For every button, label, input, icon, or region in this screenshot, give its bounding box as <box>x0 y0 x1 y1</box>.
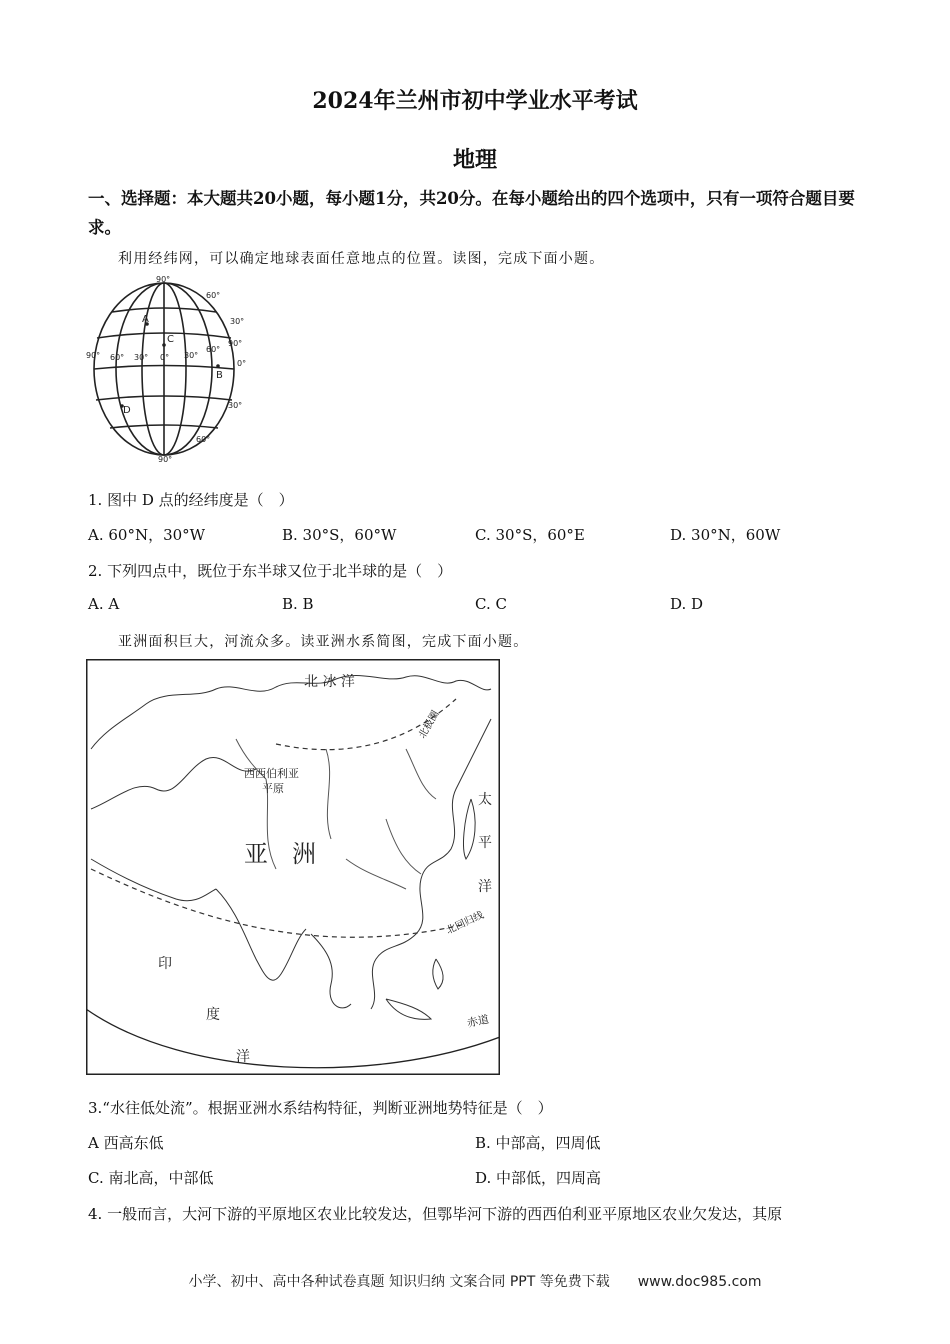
question-3-stem: 3.“水往低处流”。根据亚洲水系结构特征，判断亚洲地势特征是（ ） <box>88 1099 553 1117</box>
arctic-ocean-label: 北 冰 洋 <box>304 674 355 690</box>
pacific-label-1: 太 <box>478 792 492 808</box>
question-1-stem: 1. 图中 D 点的经纬度是（ ） <box>88 491 294 509</box>
lon-label-30w: 30° <box>134 353 149 362</box>
question-1-option-d[interactable]: D. 30°N，60W <box>670 526 781 544</box>
tropic-of-cancer-label: 北回归线 <box>444 909 486 937</box>
lat-label-60n: 60° <box>206 291 221 300</box>
point-a-label: A <box>142 314 149 325</box>
question-2-stem: 2. 下列四点中，既位于东半球又位于北半球的是（ ） <box>88 562 453 580</box>
group-2-intro: 亚洲面积巨大，河流众多。读亚洲水系简图，完成下面小题。 <box>118 634 529 650</box>
lat-label-30s: 30° <box>228 401 243 410</box>
question-2-option-c[interactable]: C. C <box>475 595 507 613</box>
page-footer: 小学、初中、高中各种试卷真题 知识归纳 文案合同 PPT 等免费下载 www.doc985.com <box>188 1274 762 1290</box>
lat-label-90n: 90° <box>156 276 171 284</box>
globe-graticule-figure <box>86 276 256 464</box>
arctic-circle-label: 北极圈 <box>417 709 442 741</box>
lon-label-30e: 30° <box>184 351 199 360</box>
exam-title: 2024年兰州市初中学业水平考试 <box>312 88 638 114</box>
lon-label-60w: 60° <box>110 353 125 362</box>
indian-ocean-label-1: 印 <box>158 956 172 972</box>
point-d-label: D <box>123 405 131 416</box>
west-siberian-plain-label-2: 平原 <box>262 782 284 795</box>
point-c-marker <box>162 343 166 347</box>
west-siberian-plain-label-1: 西西伯利亚 <box>244 767 299 780</box>
question-3-option-c[interactable]: C. 南北高，中部低 <box>88 1169 214 1187</box>
lon-label-90e: 90° <box>228 339 243 348</box>
question-1-option-b[interactable]: B. 30°S，60°W <box>282 526 397 544</box>
asia-river-map <box>86 659 500 1075</box>
lon-label-90w: 90° <box>86 351 101 360</box>
lon-label-0: 0° <box>160 353 170 362</box>
subject-title: 地理 <box>452 147 497 173</box>
question-1-option-a[interactable]: A. 60°N，30°W <box>88 526 206 544</box>
lat-label-0: 0° <box>237 359 247 368</box>
question-1-option-c[interactable]: C. 30°S，60°E <box>475 526 585 544</box>
question-2-option-d[interactable]: D. D <box>670 595 704 613</box>
pacific-label-2: 平 <box>478 835 492 851</box>
equator-label: 赤道 <box>465 1012 491 1030</box>
question-2-option-a[interactable]: A. A <box>88 595 120 613</box>
question-3-option-d[interactable]: D. 中部低，四周高 <box>475 1169 602 1187</box>
point-b-marker <box>216 364 220 368</box>
question-3-option-b[interactable]: B. 中部高，四周低 <box>475 1134 601 1152</box>
lat-label-30n: 30° <box>230 317 245 326</box>
lon-label-60e: 60° <box>206 345 221 354</box>
indian-ocean-label-2: 度 <box>206 1007 220 1023</box>
asia-label: 亚 洲 <box>244 840 316 868</box>
question-4-stem: 4. 一般而言，大河下游的平原地区农业比较发达，但鄂毕河下游的西西伯利亚平原地区农业欠发达，其原 <box>88 1205 783 1223</box>
group-1-intro: 利用经纬网，可以确定地球表面任意地点的位置。读图，完成下面小题。 <box>118 251 605 267</box>
question-3-option-a[interactable]: A 西高东低 <box>88 1134 164 1152</box>
section-heading: 一、选择题：本大题共20小题，每小题1分，共20分。在每小题给出的四个选项中，只有一项符合题目要求。 <box>88 189 855 237</box>
lat-label-90s: 90° <box>158 455 173 464</box>
pacific-label-3: 洋 <box>478 879 492 895</box>
question-2-option-b[interactable]: B. B <box>282 595 314 613</box>
point-b-label: B <box>216 370 223 381</box>
point-c-label: C <box>167 334 174 345</box>
indian-ocean-label-3: 洋 <box>236 1049 250 1065</box>
lat-label-60s: 60° <box>196 435 211 444</box>
